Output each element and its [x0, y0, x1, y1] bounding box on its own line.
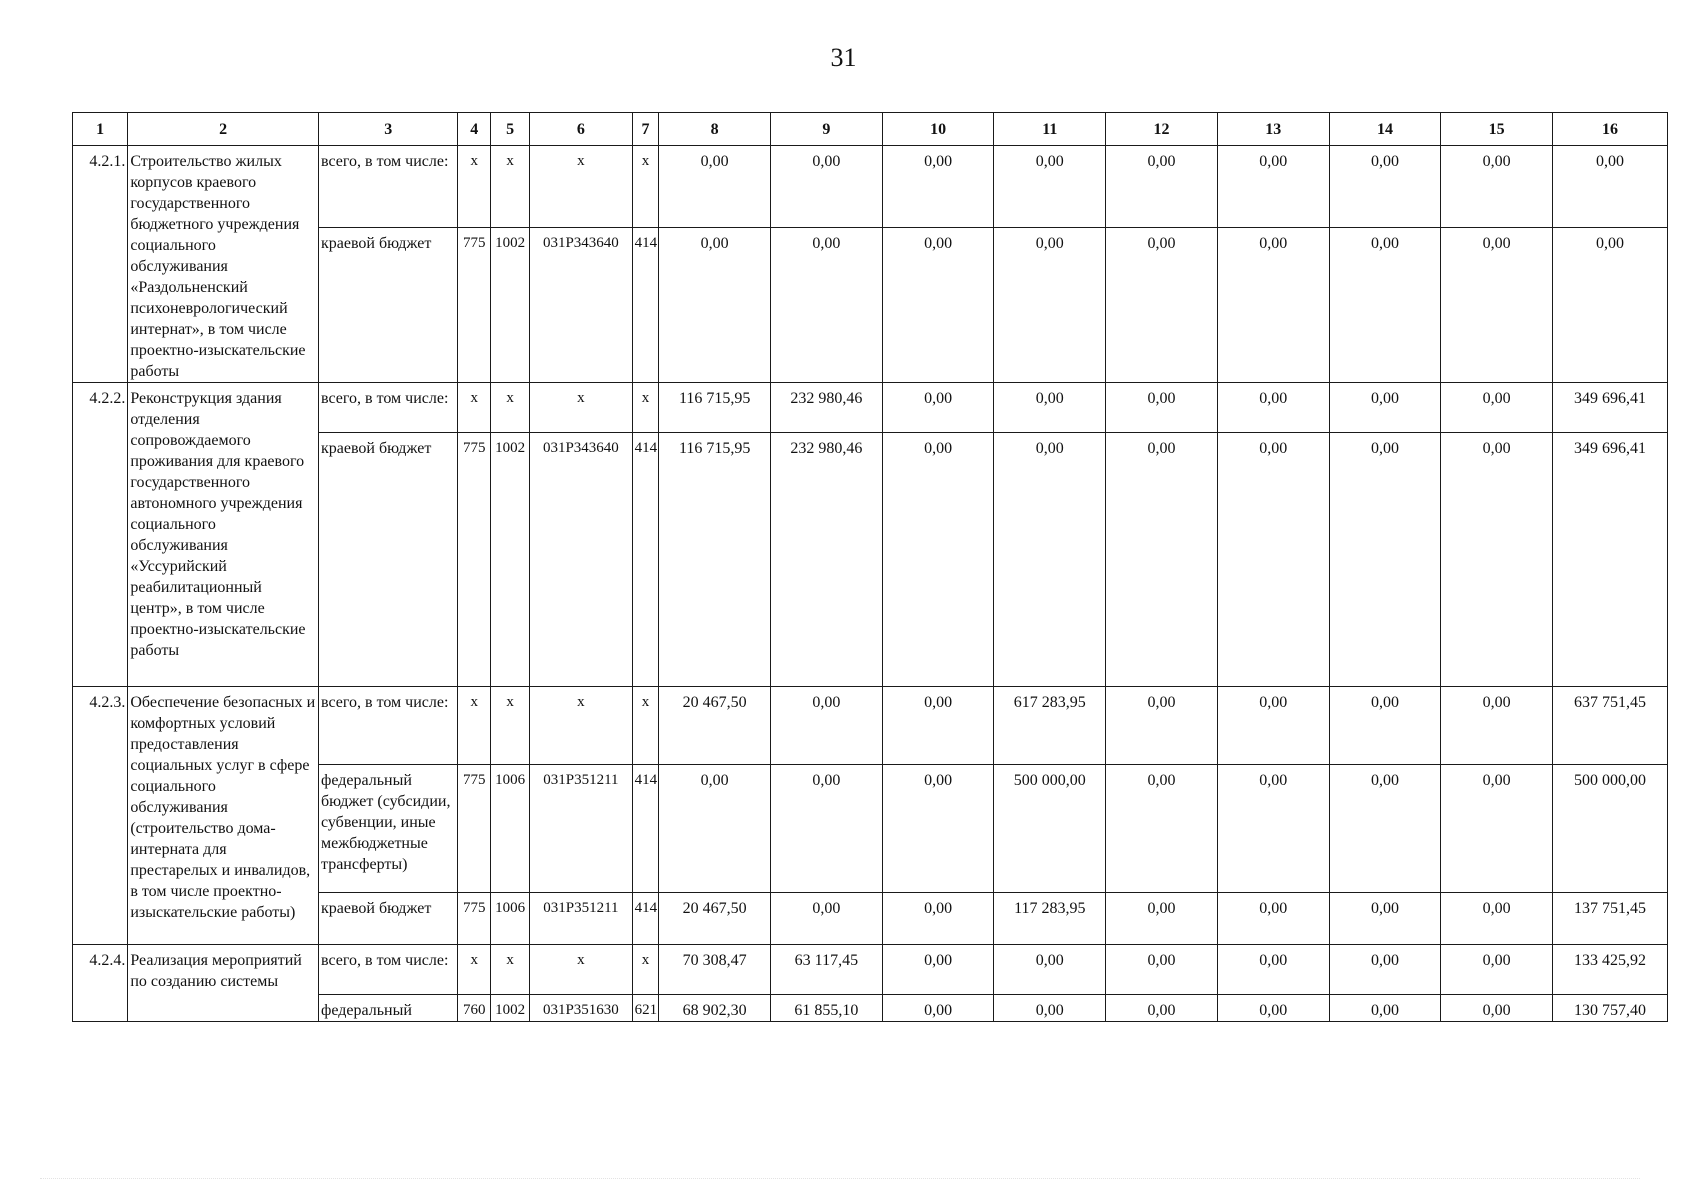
amount-col-11: 0,00 [994, 383, 1106, 433]
page-number: 31 [830, 43, 857, 72]
code-grbs: 775 [458, 228, 491, 383]
code-section: 1002 [491, 995, 530, 1022]
amount-col-16: 130 757,40 [1553, 995, 1668, 1022]
amount-col-13: 0,00 [1217, 433, 1329, 687]
column-header-9: 9 [771, 113, 883, 146]
code-expense-type: 414 [632, 893, 659, 945]
code-expense-type: x [632, 687, 659, 765]
amount-col-9: 0,00 [771, 687, 883, 765]
amount-col-16: 0,00 [1553, 146, 1668, 228]
amount-col-15: 0,00 [1441, 995, 1553, 1022]
table-row [73, 383, 1668, 433]
column-header-12: 12 [1106, 113, 1218, 146]
amount-col-14: 0,00 [1329, 383, 1441, 433]
amount-col-11: 500 000,00 [994, 765, 1106, 893]
amount-col-10: 0,00 [882, 687, 994, 765]
amount-col-12: 0,00 [1106, 995, 1218, 1022]
amount-col-8: 20 467,50 [659, 893, 771, 945]
amount-col-9: 61 855,10 [771, 995, 883, 1022]
table-row [73, 945, 1668, 995]
column-header-6: 6 [530, 113, 633, 146]
code-grbs: 775 [458, 433, 491, 687]
amount-col-8: 70 308,47 [659, 945, 771, 995]
amount-col-15: 0,00 [1441, 945, 1553, 995]
amount-col-13: 0,00 [1217, 687, 1329, 765]
funding-source: всего, в том числе: [319, 687, 458, 765]
amount-col-12: 0,00 [1106, 687, 1218, 765]
table-row [73, 146, 1668, 228]
code-grbs: x [458, 945, 491, 995]
amount-col-15: 0,00 [1441, 433, 1553, 687]
code-section: 1006 [491, 765, 530, 893]
code-target-article: x [530, 383, 633, 433]
amount-col-9: 0,00 [771, 228, 883, 383]
amount-col-8: 0,00 [659, 146, 771, 228]
amount-col-16: 500 000,00 [1553, 765, 1668, 893]
funding-source: краевой бюджет [319, 228, 458, 383]
code-grbs: x [458, 687, 491, 765]
column-header-16: 16 [1553, 113, 1668, 146]
amount-col-13: 0,00 [1217, 228, 1329, 383]
amount-col-15: 0,00 [1441, 383, 1553, 433]
code-target-article: x [530, 945, 633, 995]
row-code: 4.2.3. [73, 687, 128, 945]
column-header-15: 15 [1441, 113, 1553, 146]
amount-col-14: 0,00 [1329, 945, 1441, 995]
amount-col-8: 0,00 [659, 228, 771, 383]
code-expense-type: x [632, 146, 659, 228]
funding-source: всего, в том числе: [319, 945, 458, 995]
amount-col-10: 0,00 [882, 146, 994, 228]
amount-col-12: 0,00 [1106, 765, 1218, 893]
amount-col-10: 0,00 [882, 228, 994, 383]
amount-col-11: 117 283,95 [994, 893, 1106, 945]
budget-table [72, 112, 1668, 1022]
column-header-4: 4 [458, 113, 491, 146]
code-expense-type: 414 [632, 765, 659, 893]
amount-col-11: 0,00 [994, 228, 1106, 383]
amount-col-13: 0,00 [1217, 995, 1329, 1022]
amount-col-16: 137 751,45 [1553, 893, 1668, 945]
code-target-article: x [530, 146, 633, 228]
code-expense-type: 414 [632, 433, 659, 687]
amount-col-9: 0,00 [771, 765, 883, 893]
amount-col-13: 0,00 [1217, 765, 1329, 893]
code-section: x [491, 945, 530, 995]
amount-col-10: 0,00 [882, 765, 994, 893]
amount-col-9: 63 117,45 [771, 945, 883, 995]
amount-col-9: 232 980,46 [771, 433, 883, 687]
amount-col-8: 116 715,95 [659, 383, 771, 433]
code-section: x [491, 687, 530, 765]
amount-col-10: 0,00 [882, 433, 994, 687]
code-target-article: 031P351211 [530, 765, 633, 893]
amount-col-12: 0,00 [1106, 893, 1218, 945]
amount-col-10: 0,00 [882, 383, 994, 433]
amount-col-16: 637 751,45 [1553, 687, 1668, 765]
amount-col-11: 0,00 [994, 995, 1106, 1022]
measure-name: Обеспечение безопасных и комфортных условий предоставления социальных услуг в сфере социального обслуживания (строительство дома-интерната для престарелых и инвалидов, в том числе проектно-изыскательские работы) [128, 687, 319, 945]
amount-col-8: 116 715,95 [659, 433, 771, 687]
amount-col-12: 0,00 [1106, 228, 1218, 383]
amount-col-14: 0,00 [1329, 893, 1441, 945]
amount-col-9: 0,00 [771, 893, 883, 945]
amount-col-10: 0,00 [882, 893, 994, 945]
code-section: x [491, 146, 530, 228]
amount-col-11: 0,00 [994, 146, 1106, 228]
funding-source: всего, в том числе: [319, 146, 458, 228]
code-section: 1002 [491, 433, 530, 687]
row-code: 4.2.2. [73, 383, 128, 687]
scan-artifact-line [40, 1178, 1640, 1180]
amount-col-16: 349 696,41 [1553, 433, 1668, 687]
funding-source: краевой бюджет [319, 893, 458, 945]
column-header-2: 2 [128, 113, 319, 146]
amount-col-11: 0,00 [994, 945, 1106, 995]
amount-col-11: 617 283,95 [994, 687, 1106, 765]
amount-col-9: 0,00 [771, 146, 883, 228]
amount-col-10: 0,00 [882, 945, 994, 995]
code-grbs: x [458, 146, 491, 228]
amount-col-15: 0,00 [1441, 228, 1553, 383]
amount-col-15: 0,00 [1441, 765, 1553, 893]
row-code: 4.2.4. [73, 945, 128, 1022]
amount-col-12: 0,00 [1106, 945, 1218, 995]
amount-col-12: 0,00 [1106, 383, 1218, 433]
code-section: x [491, 383, 530, 433]
amount-col-8: 0,00 [659, 765, 771, 893]
amount-col-13: 0,00 [1217, 945, 1329, 995]
funding-source: федеральный [319, 995, 458, 1022]
funding-source: всего, в том числе: [319, 383, 458, 433]
amount-col-8: 68 902,30 [659, 995, 771, 1022]
code-target-article: 031P343640 [530, 228, 633, 383]
amount-col-12: 0,00 [1106, 433, 1218, 687]
amount-col-14: 0,00 [1329, 995, 1441, 1022]
column-header-3: 3 [319, 113, 458, 146]
amount-col-14: 0,00 [1329, 146, 1441, 228]
code-target-article: x [530, 687, 633, 765]
code-section: 1006 [491, 893, 530, 945]
header-row [73, 113, 1668, 146]
column-header-13: 13 [1217, 113, 1329, 146]
amount-col-14: 0,00 [1329, 433, 1441, 687]
amount-col-10: 0,00 [882, 995, 994, 1022]
code-target-article: 031P351211 [530, 893, 633, 945]
amount-col-13: 0,00 [1217, 383, 1329, 433]
column-header-10: 10 [882, 113, 994, 146]
amount-col-16: 0,00 [1553, 228, 1668, 383]
column-header-5: 5 [491, 113, 530, 146]
amount-col-16: 133 425,92 [1553, 945, 1668, 995]
amount-col-14: 0,00 [1329, 687, 1441, 765]
amount-col-15: 0,00 [1441, 687, 1553, 765]
row-code: 4.2.1. [73, 146, 128, 383]
code-expense-type: x [632, 945, 659, 995]
amount-col-15: 0,00 [1441, 893, 1553, 945]
measure-name: Реконструкция здания отделения сопровождаемого проживания для краевого государственного автономного учреждения социального обслуживания «Уссурийский реабилитационный центр», в том числе проектно-изыскательские работы [128, 383, 319, 687]
code-grbs: 775 [458, 765, 491, 893]
column-header-14: 14 [1329, 113, 1441, 146]
column-header-11: 11 [994, 113, 1106, 146]
amount-col-14: 0,00 [1329, 228, 1441, 383]
amount-col-9: 232 980,46 [771, 383, 883, 433]
measure-name: Строительство жилых корпусов краевого государственного бюджетного учреждения социального обслуживания «Раздольненский психоневрологический интернат», в том числе проектно-изыскательские работы [128, 146, 319, 383]
code-grbs: 760 [458, 995, 491, 1022]
column-header-8: 8 [659, 113, 771, 146]
code-expense-type: x [632, 383, 659, 433]
table-row [73, 687, 1668, 765]
code-target-article: 031P351630 [530, 995, 633, 1022]
code-grbs: x [458, 383, 491, 433]
column-header-7: 7 [632, 113, 659, 146]
funding-source: краевой бюджет [319, 433, 458, 687]
code-grbs: 775 [458, 893, 491, 945]
code-target-article: 031P343640 [530, 433, 633, 687]
funding-source: федеральный бюджет (субсидии, субвенции, иные межбюджетные трансферты) [319, 765, 458, 893]
amount-col-11: 0,00 [994, 433, 1106, 687]
amount-col-13: 0,00 [1217, 146, 1329, 228]
amount-col-12: 0,00 [1106, 146, 1218, 228]
table-body [73, 146, 1668, 1022]
code-section: 1002 [491, 228, 530, 383]
code-expense-type: 414 [632, 228, 659, 383]
amount-col-8: 20 467,50 [659, 687, 771, 765]
column-header-1: 1 [73, 113, 128, 146]
code-expense-type: 621 [632, 995, 659, 1022]
amount-col-13: 0,00 [1217, 893, 1329, 945]
measure-name: Реализация мероприятий по созданию системы [128, 945, 319, 1022]
amount-col-14: 0,00 [1329, 765, 1441, 893]
amount-col-15: 0,00 [1441, 146, 1553, 228]
amount-col-16: 349 696,41 [1553, 383, 1668, 433]
